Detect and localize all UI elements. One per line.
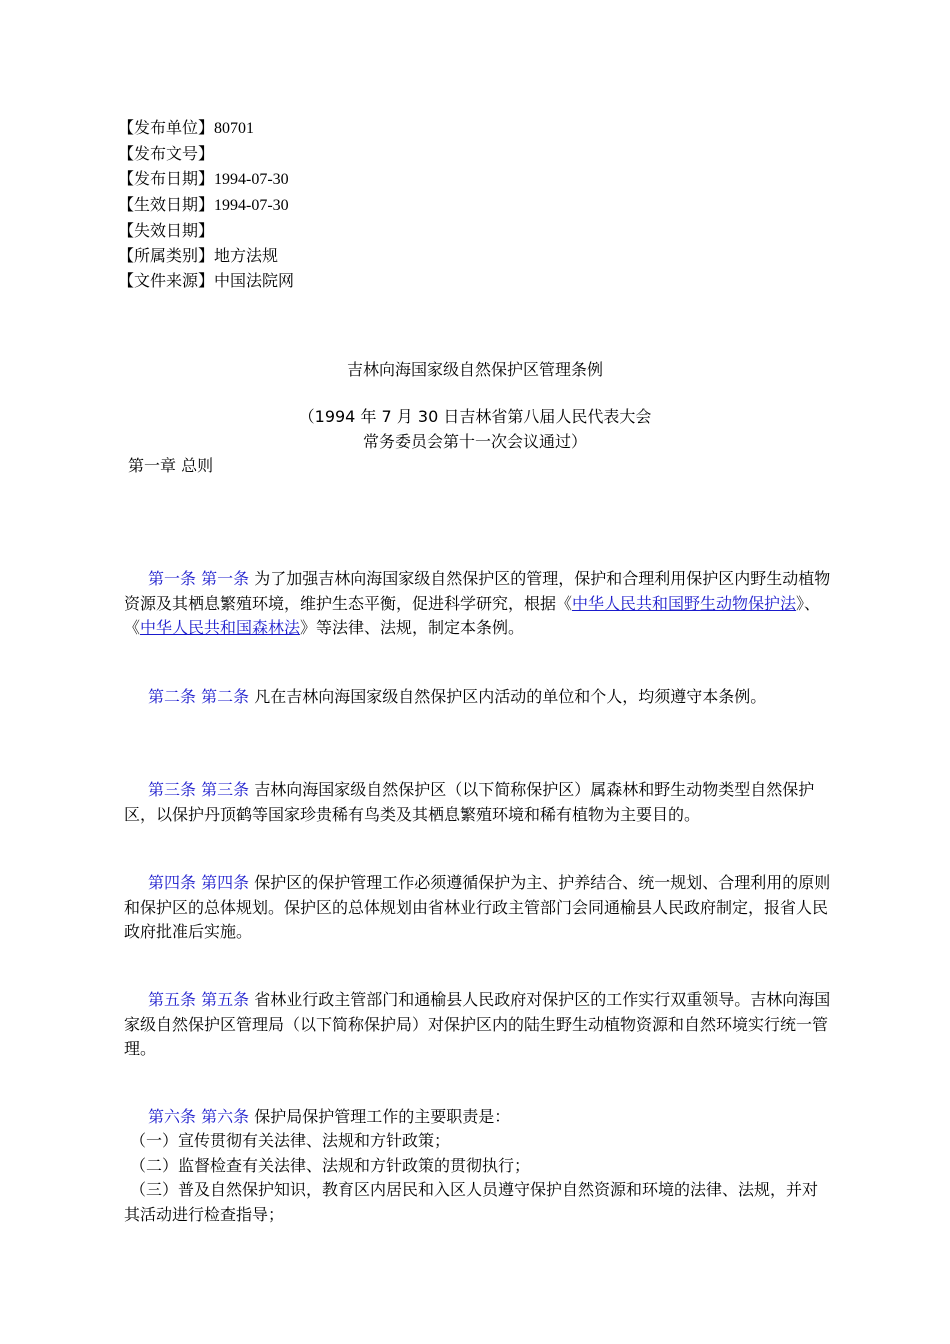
article-anchor-link[interactable]: 第三条 <box>201 780 250 799</box>
document-metadata <box>118 115 294 293</box>
meta-publisher: 【发布单位】80701 <box>118 118 255 137</box>
meta-source: 【文件来源】中国法院网 <box>118 271 295 290</box>
subtitle-line-1: （1994 年 7 月 30 日吉林省第八届人民代表大会 <box>298 407 652 426</box>
article-anchor-link[interactable]: 第三条 <box>148 780 197 799</box>
article-anchor-link[interactable]: 第五条 <box>201 990 250 1009</box>
law-link-wildlife[interactable]: 中华人民共和国野生动物保护法 <box>572 593 797 613</box>
list-item: （二）监督检查有关法律、法规和方针政策的贯彻执行； <box>130 1155 531 1175</box>
list-item: （三）普及自然保护知识，教育区内居民和入区人员遵守保护自然资源和环境的法律、法规，并对其活动进行检查指导； <box>124 1180 819 1224</box>
article-3: 第三条 第三条 吉林向海国家级自然保护区（以下简称保护区）属森林和野生动物类型自然保护区，以保护丹顶鹤等国家珍贵稀有鸟类及其栖息繁殖环境和稀有植物为主要目的。 <box>124 780 815 824</box>
article-anchor-link[interactable]: 第二条 <box>201 687 250 706</box>
meta-doc-number: 【发布文号】 <box>118 144 215 163</box>
law-link-forest[interactable]: 中华人民共和国森林法 <box>140 618 301 637</box>
article-1: 第一条 第一条 为了加强吉林向海国家级自然保护区的管理，保护和合理利用保护区内野生动植物资源及其栖息繁殖环境，维护生态平衡，促进科学研究，根据《中华人民共和国野生动物保护法》、《中华人民共和国森林法》等法律、法规，制定本条例。 <box>124 569 831 637</box>
duties-list <box>124 1129 832 1227</box>
meta-expiry-date: 【失效日期】 <box>118 221 215 240</box>
meta-effective-date: 【生效日期】1994-07-30 <box>118 195 289 214</box>
chapter-heading: 第一章 总则 <box>128 456 214 475</box>
article-anchor-link[interactable]: 第一条 <box>148 569 197 588</box>
subtitle-line-2: 常务委员会第十一次会议通过） <box>362 432 587 451</box>
article-6: 第六条 第六条 保护局保护管理工作的主要职责是： <box>148 1107 511 1126</box>
article-2: 第二条 第二条 凡在吉林向海国家级自然保护区内活动的单位和个人，均须遵守本条例。 <box>148 687 767 706</box>
article-anchor-link[interactable]: 第五条 <box>148 990 197 1009</box>
meta-publish-date: 【发布日期】1994-07-30 <box>118 169 289 188</box>
article-anchor-link[interactable]: 第六条 <box>148 1107 197 1126</box>
list-item: （一）宣传贯彻有关法律、法规和方针政策； <box>130 1131 451 1150</box>
article-anchor-link[interactable]: 第一条 <box>201 569 250 588</box>
document-title: 吉林向海国家级自然保护区管理条例 <box>346 360 603 379</box>
article-anchor-link[interactable]: 第六条 <box>201 1107 250 1126</box>
article-anchor-link[interactable]: 第二条 <box>148 687 197 706</box>
document-subtitle <box>0 404 950 454</box>
article-anchor-link[interactable]: 第四条 <box>148 873 197 892</box>
article-5: 第五条 第五条 省林业行政主管部门和通榆县人民政府对保护区的工作实行双重领导。吉林向海国家级自然保护区管理局（以下简称保护局）对保护区内的陆生野生动植物资源和自然环境实行统一管理。 <box>124 990 831 1058</box>
article-anchor-link[interactable]: 第四条 <box>201 873 250 892</box>
article-4: 第四条 第四条 保护区的保护管理工作必须遵循保护为主、护养结合、统一规划、合理利用的原则和保护区的总体规划。保护区的总体规划由省林业行政主管部门会同通榆县人民政府制定，报省人民政府批准后实施。 <box>124 873 831 941</box>
meta-category: 【所属类别】地方法规 <box>118 246 279 265</box>
